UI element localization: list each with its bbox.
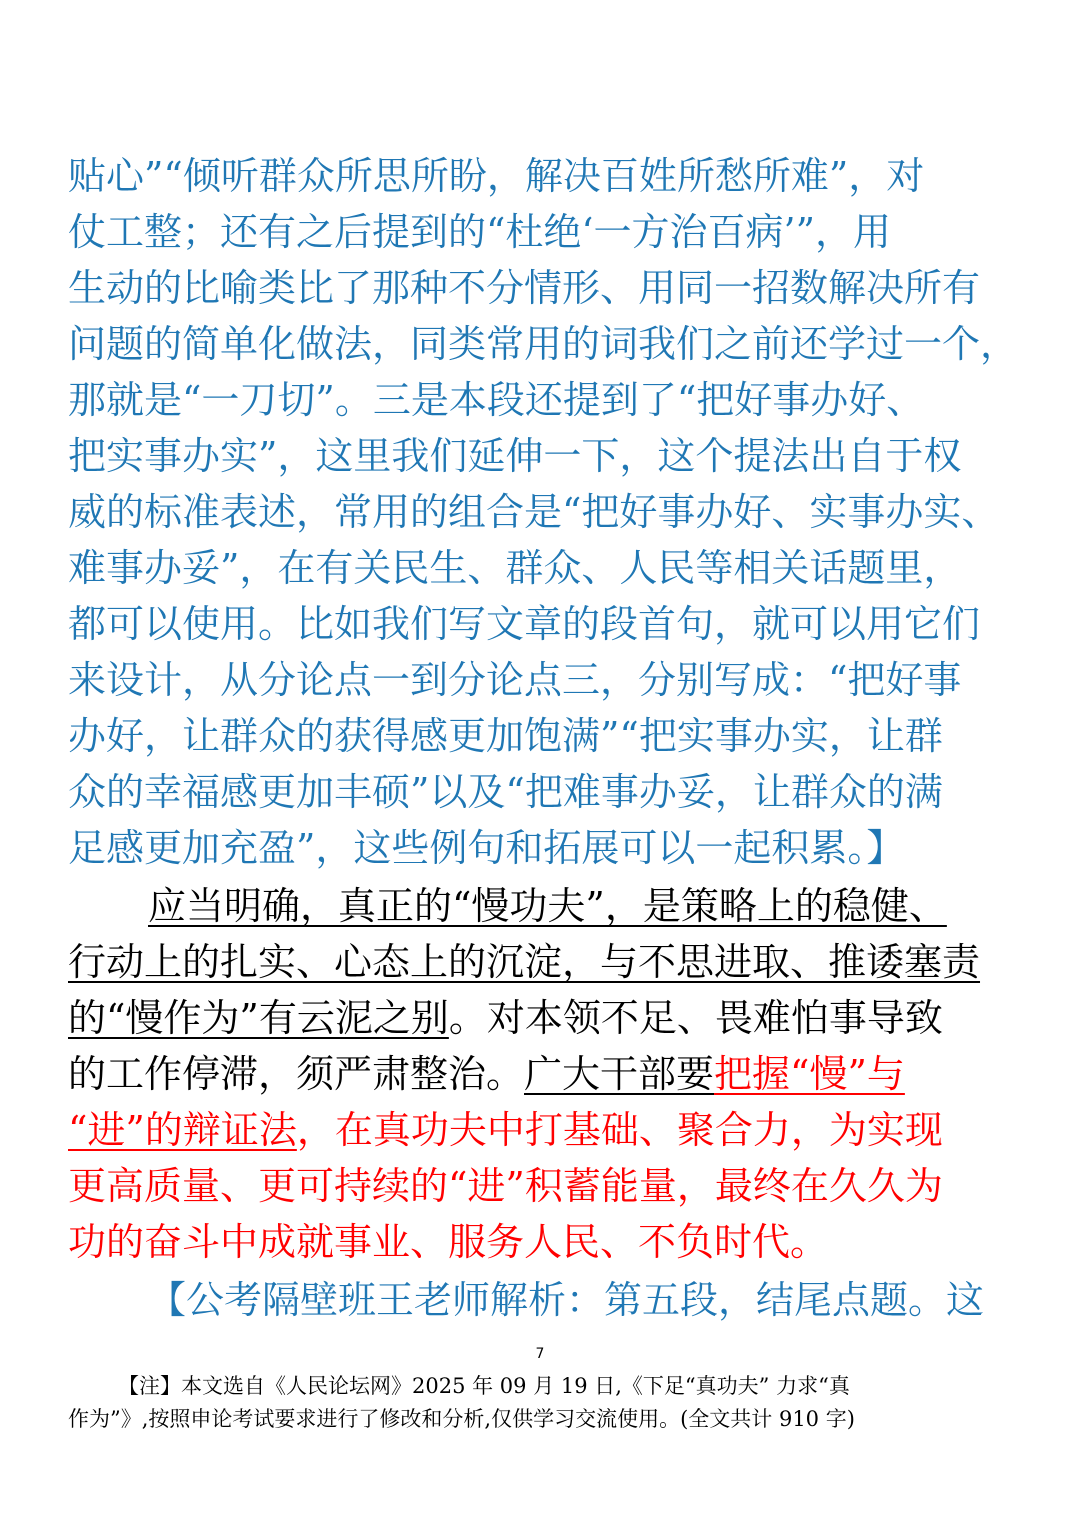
underlined-text: 应当明确，真正的“慢功夫”，是策略上的稳健、 (148, 884, 947, 928)
plain-text: 的工作停滞，须严肃整治。 (68, 1052, 525, 1096)
footer-note-line: 【注】本文选自《人民论坛网》2025 年 09 月 19 日,《下足“真功夫” 力求“真 (118, 1374, 850, 1398)
text-line: 问题的简单化做法，同类常用的词我们之前还学过一个， (68, 322, 1019, 366)
text-line (68, 1051, 1028, 1101)
plain-text: 。对本领不足、畏难怕事导致 (448, 996, 943, 1040)
text-line (68, 995, 1028, 1045)
text-line: 办好，让群众的获得感更加饱满”“把实事办实，让群 (68, 714, 943, 758)
highlighted-underlined-text: 把握“慢”与 (714, 1052, 905, 1096)
text-line: 足感更加充盈”，这些例句和拓展可以一起积累。】 (68, 826, 905, 870)
highlighted-underlined-text: “进”的辩证法 (68, 1108, 297, 1152)
text-line (148, 883, 1028, 933)
text-line: 都可以使用。比如我们写文章的段首句，就可以用它们 (68, 602, 981, 646)
text-line (68, 939, 1028, 989)
text-line: 仗工整；还有之后提到的“杜绝‘一方治百病’”，用 (68, 210, 892, 254)
underlined-text: 广大干部要 (524, 1052, 715, 1096)
highlighted-text: ，在真功夫中打基础、聚合力，为实现 (296, 1108, 943, 1152)
underlined-text: 行动上的扎实、心态上的沉淀，与不思进取、推诿塞责 (68, 940, 981, 984)
text-line: 功的奋斗中成就事业、服务人民、不负时代。 (68, 1220, 829, 1264)
text-line: 威的标准表述，常用的组合是“把好事办好、实事办实、 (68, 490, 1000, 534)
analysis-heading-line: 【公考隔壁班王老师解析：第五段，结尾点题。这 (148, 1278, 985, 1322)
text-line: 那就是“一刀切”。三是本段还提到了“把好事办好、 (68, 378, 925, 422)
text-line: 生动的比喻类比了那种不分情形、用同一招数解决所有 (68, 266, 981, 310)
footer-note-line: 作为”》,按照申论考试要求进行了修改和分析,仅供学习交流使用。(全文共计 910 字) (68, 1407, 855, 1431)
text-line: 来设计，从分论点一到分论点三，分别写成：“把好事 (68, 658, 962, 702)
text-line: 把实事办实”，这里我们延伸一下，这个提法出自于权 (68, 434, 962, 478)
page-number: 7 (535, 1346, 545, 1362)
text-line (68, 1107, 1028, 1157)
text-line: 难事办妥”，在有关民生、群众、人民等相关话题里， (68, 546, 962, 590)
underlined-text: 的“慢作为”有云泥之别 (68, 996, 449, 1040)
text-line: 贴心”“倾听群众所思所盼，解决百姓所愁所难”，对 (68, 154, 925, 198)
text-line: 众的幸福感更加丰硕”以及“把难事办妥，让群众的满 (68, 770, 943, 814)
text-line: 更高质量、更可持续的“进”积蓄能量，最终在久久为 (68, 1164, 943, 1208)
